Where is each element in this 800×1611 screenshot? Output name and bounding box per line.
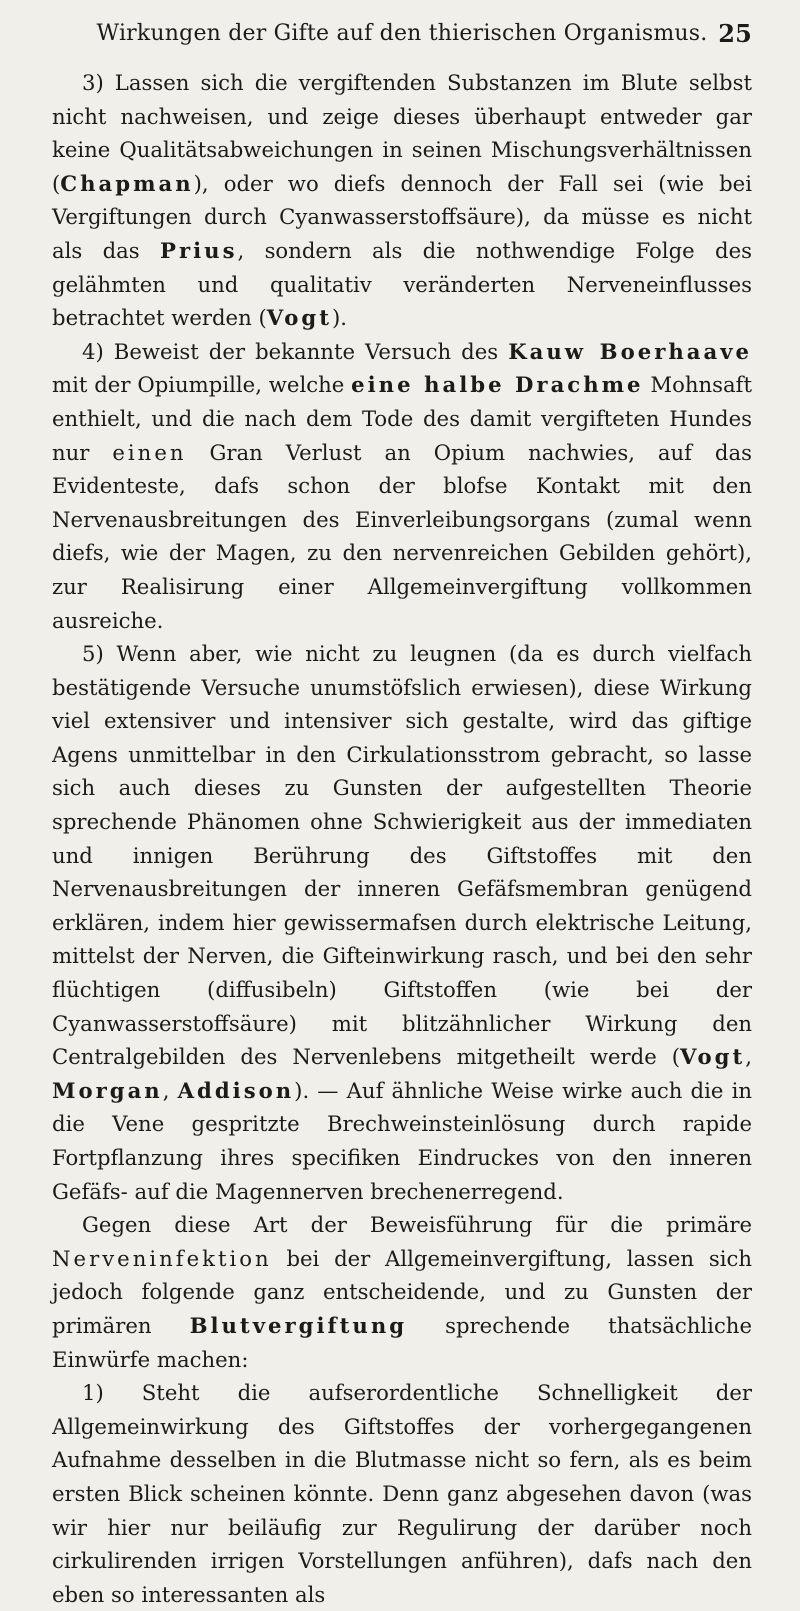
emphasized-text: Blutvergiftung [189, 1312, 408, 1338]
text-run: sprechende thatsächliche Einwürfe machen: [52, 1312, 752, 1372]
text-run: bei der Allgemeinvergiftung, lassen sich jedoch folgende ganz entscheidende, und zu Gunsten der primären [52, 1245, 752, 1338]
emphasized-text: Addison [177, 1077, 295, 1103]
text-run: Gran Verlust an Opium nachwies, auf das Evidenteste, dafs schon der blofse Kontakt mit den Nervenausbreitungen des Einverleibungsorgans (zumal wenn diefs, wie der Magen, zu den nervenreichen Gebilden gehört), zur Realisirung einer Allgemeinvergiftung vollkommen ausreiche. [52, 439, 752, 633]
emphasized-text: Prius [160, 237, 238, 263]
text-run: ). — Auf ähnliche Weise wirke auch die in die Vene gespritzte Brechweinsteinlösung durch rapide Fortpflanzung ihres specifiken Eindruckes von den inneren Gefäfs- auf die Magennerven brechenerregend. [52, 1077, 752, 1204]
emphasized-text: Kauw Boerhaave [508, 338, 753, 364]
emphasized-text: Morgan [52, 1077, 163, 1103]
text-run: , sondern als die nothwendige Folge des gelähmten und qualitativ veränderten Nerveneinflusses betrachtet werden ( [52, 237, 752, 331]
running-head [52, 14, 752, 54]
text-run: mit der Opiumpille, welche [52, 372, 352, 398]
text-run: Gegen diese Art der Beweisführung für die primäre [82, 1212, 752, 1238]
paragraph-p7 [52, 1376, 752, 1611]
page-number: 25 [718, 19, 752, 48]
text-run: 1) Steht die aufserordentliche Schnelligkeit der Allgemeinwirkung des Giftstoffes der vorhergegangenen Aufnahme desselben in die Blutmasse nicht so fern, als es beim ersten Blick scheinen könnte. Denn ganz abgesehen davon (was wir hier nur beiläufig zur Regulirung der darüber noch cirkulirenden irrigen Vorstellungen anführen), dafs nach den eben so interessanten als [52, 1380, 752, 1607]
text-run: , [162, 1077, 178, 1103]
emphasized-text: einen [112, 439, 187, 465]
running-title: Wirkungen der Gifte auf den thierischen Organismus. [96, 21, 708, 46]
emphasized-text: Nerveninfektion [52, 1245, 272, 1271]
body-text [52, 66, 752, 1611]
paragraph-p3 [52, 66, 752, 335]
text-run: 5) Wenn aber, wie nicht zu leugnen (da es durch vielfach bestätigende Versuche unumstöfslich erwiesen), diese Wirkung viel extensiver und intensiver sich gestalte, wird das giftige Agens unmittelbar in den Cirkulationsstrom gebracht, so lasse sich auch dieses zu Gunsten der aufgestellten Theorie sprechende Phänomen ohne Schwierigkeit aus der immediaten und innigen Berührung des Giftstoffes mit den Nervenausbreitungen der inneren Gefäfsmembran genügend erklären, indem hier gewissermafsen durch elektrische Leitung, mittelst der Nerven, die Gifteinwirkung rasch, und bei den sehr flüchtigen (diffusibeln) Giftstoffen (wie bei der Cyanwasserstoffsäure) mit blitzähnlicher Wirkung den Centralgebilden des Nervenlebens mitgetheilt werde ( [52, 641, 752, 1070]
emphasized-text: Vogt [680, 1044, 746, 1070]
paragraph-p6 [52, 1208, 752, 1376]
text-run: 3) Lassen sich die vergiftenden Substanzen im Blute selbst nicht nachweisen, und zeige dieses überhaupt entweder gar keine Qualitätsabweichungen in seinen Mischungsverhältnissen ( [52, 70, 752, 196]
text-run: ), oder wo diefs dennoch der Fall sei (wie bei Vergiftungen durch Cyanwasserstoffsäure), da müsse es nicht als das [52, 170, 752, 263]
emphasized-text: eine halbe Drachme [351, 372, 644, 398]
text-run: Mohnsaft enthielt, und die nach dem Tode des damit vergifteten Hundes nur [52, 372, 752, 465]
text-run: ). [331, 305, 347, 331]
paragraph-p4 [52, 335, 752, 637]
text-run: , [745, 1044, 752, 1070]
emphasized-text: Vogt [266, 305, 332, 331]
paragraph-p5 [52, 637, 752, 1208]
emphasized-text: Chapman [60, 170, 194, 196]
text-run: 4) Beweist der bekannte Versuch des [82, 338, 509, 364]
